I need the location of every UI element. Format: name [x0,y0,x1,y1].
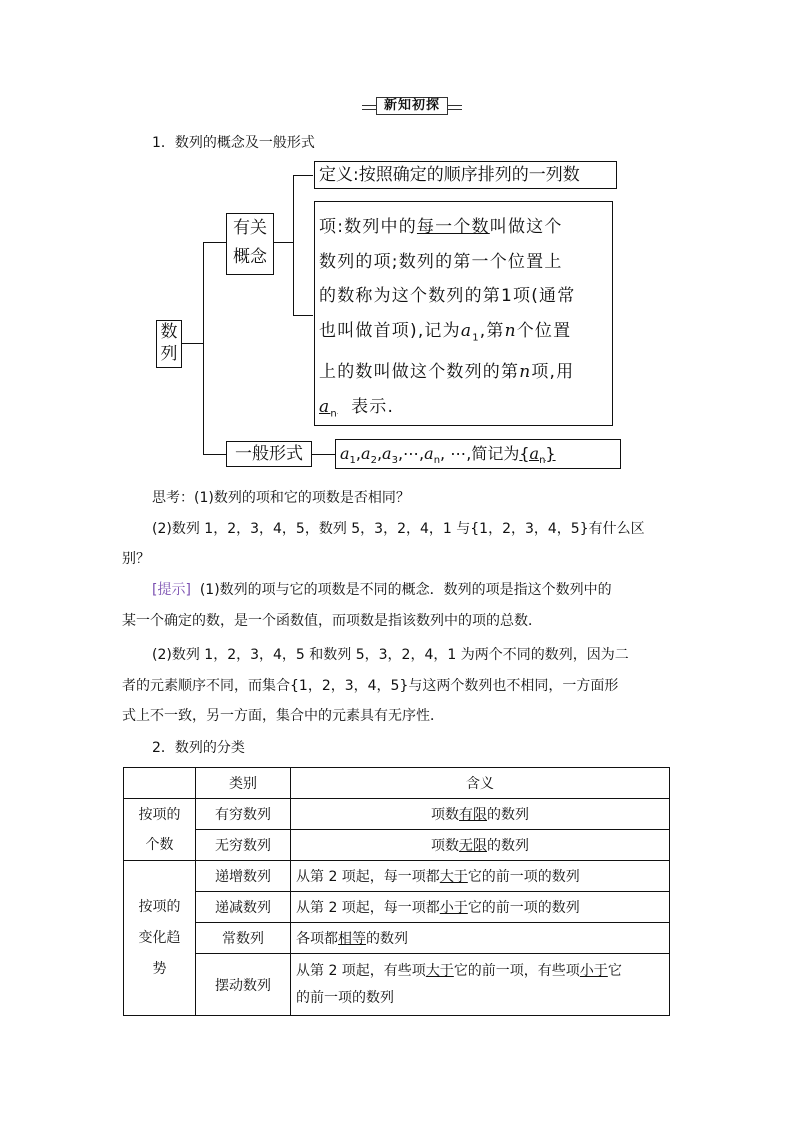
root-box [156,320,182,368]
m5-pre: 从第 2 项起，有些项 [296,962,426,979]
term-suffix: 叫做这个 [489,217,563,237]
g-e2: ⋯ [450,444,467,463]
type-increasing: 递增数列 [196,861,291,892]
g-s2: 2 [370,455,377,467]
definition-box: 定义:按照确定的顺序排列的一列数 [314,161,617,189]
g-s1: 1 [349,455,356,467]
g-c5: , [440,444,446,463]
type-oscillating: 摆动数列 [196,954,291,1016]
meaning-decreasing [291,892,670,923]
concept-line-2: 概念 [233,247,267,267]
group-trend-l1: 按项的 [138,898,181,915]
concept-line-1: 有关 [233,218,267,238]
header-meaning: 含义 [291,768,670,799]
g-tail: 简记为 [471,444,520,463]
g-c1: , [355,444,362,463]
tip-a1a [152,580,692,600]
g-c6: , [466,444,472,463]
term-line-3: 的数称为这个数列的第1项(通常 [319,286,576,306]
table-row [124,799,670,830]
m1-u: 无限 [459,838,487,854]
tip-a1a-text: (1)数列的项与它的项数是不同的概念．数列的项是指这个数列中的 [199,582,612,598]
m3-u: 小于 [439,900,468,916]
group-count [124,799,196,861]
term-prefix: 项:数列中的 [319,217,417,237]
term-line5b: 项,用 [531,362,575,383]
sym-n2: n [519,362,532,383]
header-blank [124,768,196,799]
table-row [124,954,670,1016]
table-row [124,892,670,923]
group-trend [124,861,196,1016]
m4-pre: 各项都 [296,931,338,947]
m3-post: 它的前一项的数列 [467,900,580,916]
classification-table [123,767,670,1016]
g-sn: n [433,455,441,467]
m5-post: 它 [607,962,622,979]
m2-post: 它的前一项的数列 [467,869,580,885]
term-line-4 [319,314,611,356]
meaning-constant [291,923,670,954]
type-decreasing: 递减数列 [196,892,291,923]
term-line-5 [319,355,611,390]
g-br: } [545,444,556,463]
g-s3: 3 [391,455,398,467]
table-header-row [124,768,670,799]
term-underline: 每一个数 [416,217,490,237]
concept-box [226,213,274,275]
badge-text: 新知初探 [376,97,448,115]
tip-a2b: 者的元素顺序不同，而集合{1，2，3，4，5}与这两个数列也不相同，一方面形 [122,678,619,694]
m2-u: 大于 [439,869,468,885]
table-row [124,830,670,861]
think-q2b: 别？ [122,551,150,567]
g-ab: a [529,444,540,463]
term-line4c: 个位置 [516,320,572,341]
group-count-l1: 按项的 [138,806,181,823]
section-title-1: 1．数列的概念及一般形式 [152,135,315,151]
group-trend-l2: 变化趋 [138,929,181,946]
sub-1: 1 [472,331,480,343]
sub-n: n [330,408,338,420]
g-a3: a [382,444,392,463]
meaning-oscillating [291,954,670,1016]
tip-label: [提示] [152,582,191,598]
type-infinite: 无穷数列 [196,830,291,861]
term-end: 表示. [351,396,395,417]
term-line-2: 数列的项;数列的第一个位置上 [319,251,563,272]
think-q1: 思考：(1)数列的项和它的项数是否相同？ [152,490,410,506]
sym-a1: a [460,320,473,341]
tip-a2a: (2)数列 1，2，3，4，5 和数列 5，3，2，4，1 为两个不同的数列，因为二 [152,647,629,663]
m1-pre: 项数 [431,838,459,854]
g-c3: , [397,444,404,463]
table-row [124,861,670,892]
table-row [124,923,670,954]
tip-a2c: 式上不一致，另一方面，集合中的元素具有无序性． [122,708,444,724]
general-label-box: 一般形式 [226,441,312,467]
m4-post: 的数列 [366,931,408,947]
g-sb: n [539,455,546,467]
group-trend-l3: 势 [152,960,167,977]
type-constant: 常数列 [196,923,291,954]
think-q2a: (2)数列 1，2，3，4，5，数列 5，3，2，4，1 与{1，2，3，4，5}有什么区 [152,521,645,537]
g-a1: a [340,444,350,463]
m0-u: 有限 [459,807,487,823]
meaning-finite [291,799,670,830]
m3-pre: 从第 2 项起，每一项都 [296,900,440,916]
m5-line2: 的前一项的数列 [296,989,394,1006]
root-char-2: 列 [160,344,178,364]
g-c4: , [419,444,425,463]
term-line-1 [319,210,611,245]
general-form-box [335,439,621,469]
g-a2: a [361,444,371,463]
g-bl: { [519,444,530,463]
term-line-6 [319,390,611,432]
m2-pre: 从第 2 项起，每一项都 [296,869,440,885]
g-e1: ⋯ [403,444,420,463]
m5-mid: 它的前一项，有些项 [453,962,580,979]
m1-post: 的数列 [487,838,529,854]
term-line4a: 也叫做首项),记为 [319,320,461,341]
m5-line1 [296,958,669,985]
m5-u: 大于 [425,962,454,979]
section-title-2: 2．数列的分类 [152,740,245,756]
m0-pre: 项数 [431,807,459,823]
term-box [314,201,613,426]
meaning-increasing [291,861,670,892]
m4-u: 相等 [338,931,366,947]
g-c2: , [376,444,383,463]
tip-a1b: 某一个确定的数，是一个函数值，而项数是指该数列中的项的总数． [122,613,542,629]
meaning-infinite [291,830,670,861]
term-line4b: ,第 [479,320,505,341]
g-an: a [424,444,434,463]
term-line5a: 上的数叫做这个数列的第 [319,362,520,383]
root-char-1: 数 [160,322,178,342]
header-type: 类别 [196,768,291,799]
section-badge [362,97,462,115]
m0-post: 的数列 [487,807,529,823]
m5-u2: 小于 [579,962,608,979]
sym-n: n [504,320,517,341]
type-finite: 有穷数列 [196,799,291,830]
term-text [319,210,611,432]
group-count-l2: 个数 [145,836,174,853]
sym-an: a [319,396,331,417]
